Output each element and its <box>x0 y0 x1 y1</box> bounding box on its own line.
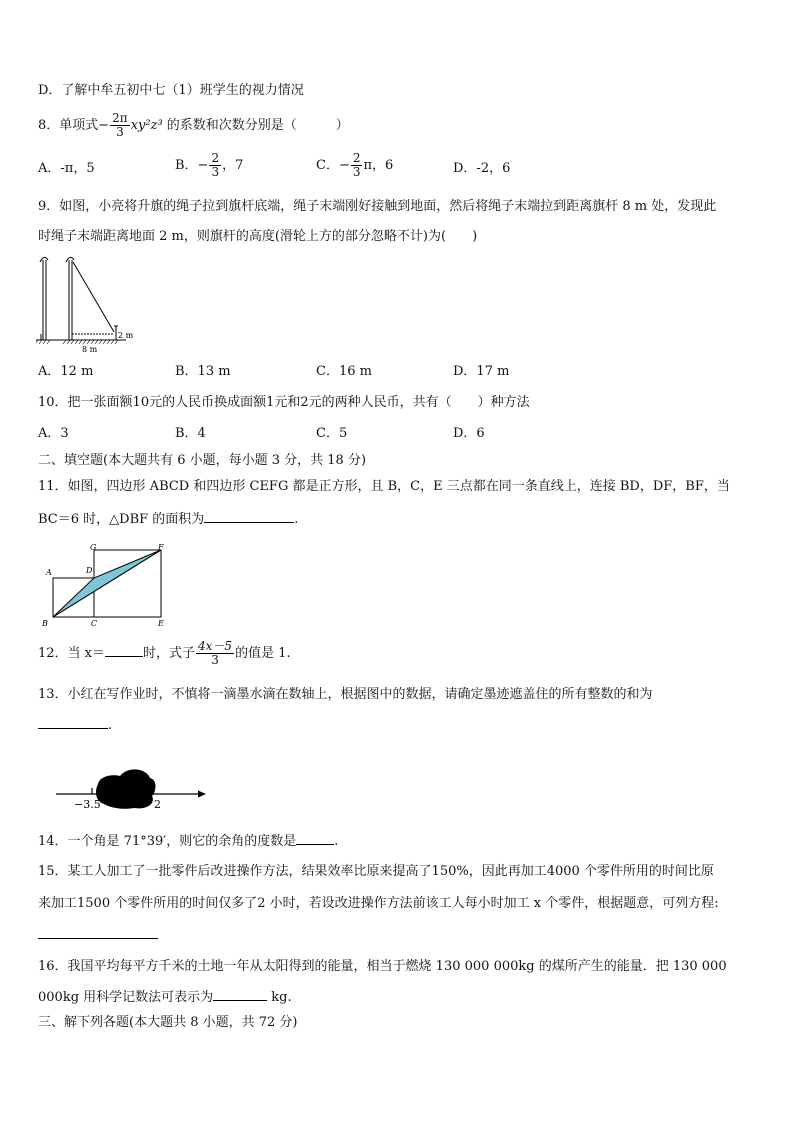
q14-prefix: 14．一个角是 71°39′，则它的余角的度数是 <box>38 834 297 849</box>
q8-option-c-den: 3 <box>352 165 361 179</box>
q16-prefix: 000kg 用科学记数法可表示为 <box>38 990 214 1005</box>
q13-numberline-figure <box>50 762 210 812</box>
q10-option-d: D．6 <box>453 426 485 441</box>
section-2-heading: 二、填空题(本大题共有 6 小题，每小题 3 分，共 18 分) <box>38 453 367 468</box>
q7-option-d: D．了解中牟五初中七（1）班学生的视力情况 <box>38 83 304 98</box>
q12-suffix: 的值是 1. <box>235 646 291 661</box>
q14-answer-blank[interactable] <box>296 832 334 845</box>
q8-option-c-suffix: π，6 <box>363 158 394 173</box>
q9-option-a: A．12 m <box>38 364 94 379</box>
q15-answer-line <box>38 926 158 945</box>
q9-option-c: C．16 m <box>316 364 372 379</box>
q8-stem-suffix: 的系数和次数分别是（ ） <box>166 118 349 133</box>
q10-option-c: C．5 <box>316 426 348 441</box>
q8-stem <box>38 112 349 139</box>
q8-monomial: xy²z³ <box>130 118 163 133</box>
q11-answer-blank[interactable] <box>204 510 294 523</box>
q11-stem-line1: 11．如图，四边形 ABCD 和四边形 CEFG 都是正方形，且 B，C，E 三点都在同一条直线上，连接 BD，DF，BF，当 <box>38 479 730 494</box>
q15-answer-blank[interactable] <box>38 926 158 939</box>
q10-stem: 10．把一张面额10元的人民币换成面额1元和2元的两种人民币，共有（ ）种方法 <box>38 395 530 410</box>
q11-label-a: A <box>46 568 52 577</box>
q11-line2-prefix: BC＝6 时，△DBF 的面积为 <box>38 512 205 527</box>
q9-option-d: D．17 m <box>453 364 510 379</box>
q8-option-b-prefix: B．− <box>175 158 209 173</box>
q16-answer-blank[interactable] <box>213 988 267 1001</box>
q13-answer-blank[interactable] <box>38 716 108 729</box>
q14-stem <box>38 832 338 851</box>
q8-frac-den: 3 <box>116 125 124 139</box>
q8-option-b-fraction <box>209 152 221 179</box>
q8-option-d: D．-2，6 <box>453 161 511 176</box>
q9-flagpole-figure <box>36 254 136 354</box>
q11-label-f: F <box>158 543 164 552</box>
q11-label-c: C <box>91 619 98 628</box>
q8-option-c-fraction <box>351 152 363 179</box>
q12-fraction <box>196 640 234 667</box>
q12-prefix: 12．当 x＝ <box>38 646 106 661</box>
q11-line2-suffix: . <box>294 512 299 527</box>
q9-option-b: B．13 m <box>175 364 231 379</box>
q13-suffix: . <box>108 718 113 733</box>
q8-option-a: A．-π，5 <box>38 161 95 176</box>
q8-option-b <box>175 152 243 179</box>
q8-option-b-den: 3 <box>211 165 220 179</box>
q12-mid: 时，式子 <box>143 646 196 661</box>
q8-stem-prefix: 8．单项式− <box>38 118 110 133</box>
section-3-heading: 三、解下列各题(本大题共 8 小题，共 72 分) <box>38 1015 298 1030</box>
q8-option-b-num: 2 <box>211 151 220 165</box>
q13-stem-line2 <box>38 716 112 735</box>
q11-label-e: E <box>158 619 164 628</box>
q9-stem-line2: 时绳子末端距离地面 2 m，则旗杆的高度(滑轮上方的部分忽略不计)为( ) <box>38 229 478 244</box>
q16-stem-line1: 16．我国平均每平方千米的土地一年从太阳得到的能量，相当于燃烧 130 000 000kg 的煤所产生的能量．把 130 000 <box>38 959 727 974</box>
q11-squares-figure <box>38 540 170 630</box>
q13-stem-line1: 13．小红在写作业时，不慎将一滴墨水滴在数轴上，根据图中的数据，请确定墨迹遮盖住的所有整数的和为 <box>38 687 653 702</box>
q8-option-b-suffix: ，7 <box>222 158 244 173</box>
q10-option-b: B．4 <box>175 426 206 441</box>
q9-label-8m: 8 m <box>82 345 98 354</box>
q16-suffix: kg. <box>271 990 292 1005</box>
q11-label-d: D <box>86 566 93 575</box>
q8-fraction <box>110 112 130 139</box>
q12-frac-num: 4x－5 <box>198 639 233 653</box>
q12-stem <box>38 640 291 667</box>
q11-label-g: G <box>90 543 97 552</box>
q11-label-b: B <box>42 619 48 628</box>
q9-label-2m: 2 m <box>118 331 134 340</box>
q13-label-left: −3.5 <box>74 798 101 811</box>
q12-frac-den: 3 <box>211 653 219 667</box>
q15-stem-line2: 来加工1500 个零件所用的时间仅多了2 小时，若设改进操作方法前该工人每小时加工 x 个零件，根据题意，可列方程: <box>38 896 719 911</box>
q9-stem-line1: 9．如图，小亮将升旗的绳子拉到旗杆底端，绳子末端刚好接触到地面，然后将绳子末端拉到距离旗杆 8 m 处，发现此 <box>38 199 717 214</box>
q13-label-right: 2 <box>154 798 161 811</box>
q12-answer-blank[interactable] <box>105 644 143 657</box>
q8-option-c-num: 2 <box>352 151 361 165</box>
q8-option-c <box>316 152 393 179</box>
q8-frac-num: 2π <box>112 111 128 125</box>
q16-stem-line2 <box>38 988 292 1007</box>
q8-option-c-prefix: C．− <box>316 158 350 173</box>
q15-stem-line1: 15．某工人加工了一批零件后改进操作方法，结果效率比原来提高了150%，因此再加工4000 个零件所用的时间比原 <box>38 864 714 879</box>
q10-option-a: A．3 <box>38 426 69 441</box>
q11-stem-line2 <box>38 510 298 529</box>
q14-suffix: . <box>334 834 339 849</box>
